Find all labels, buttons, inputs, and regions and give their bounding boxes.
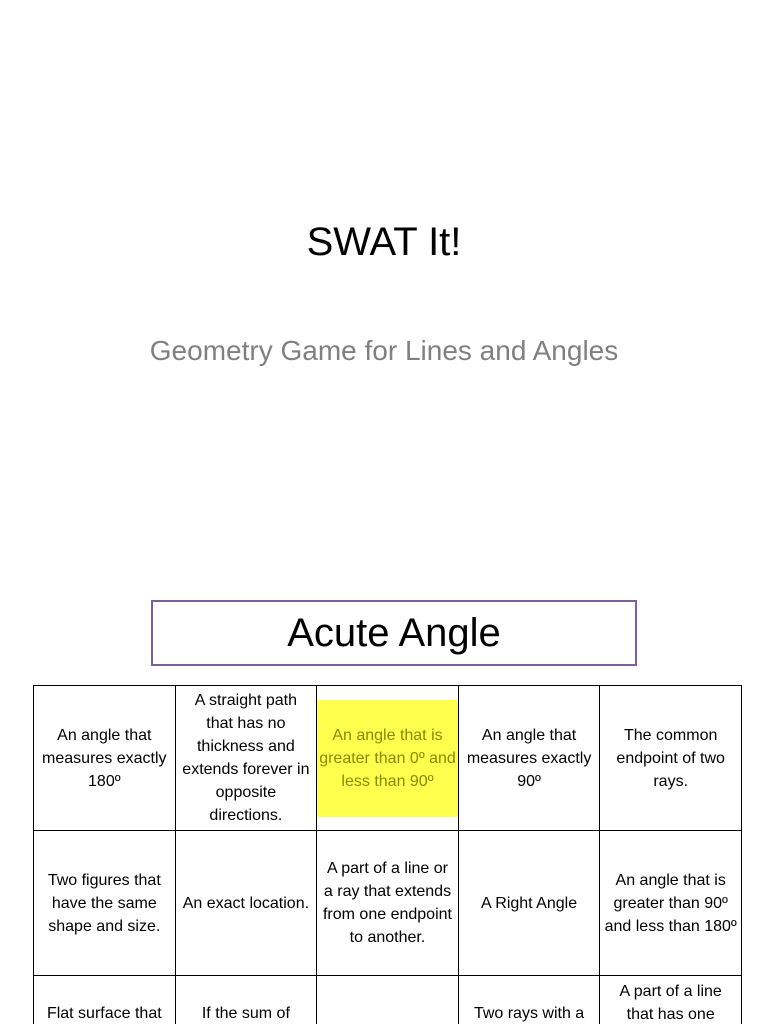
slide-title: SWAT It!: [306, 220, 462, 264]
board-cell-text: An angle that measures exactly 90º: [466, 726, 592, 790]
board-cell-text: If the sum of: [201, 1005, 290, 1022]
answer-card-label: Acute Angle: [287, 610, 501, 655]
board-cell-text: Two figures that have the same shape and size.: [47, 871, 161, 935]
board-cell[interactable]: [458, 976, 600, 1024]
board-cell-text: The common endpoint of two rays.: [616, 726, 725, 790]
board-cell-text: An angle that is greater than 90º and less than 180º: [604, 871, 737, 935]
board-cell-text: An angle that measures exactly 180º: [42, 726, 167, 790]
board-cell-text: A Right Angle: [481, 894, 578, 912]
board-cell[interactable]: [175, 831, 317, 976]
board-cell[interactable]: [600, 976, 742, 1024]
board-cell-text: A part of a line or a ray that extends from one endpoint to another.: [322, 860, 452, 946]
board-cell[interactable]: [600, 686, 742, 831]
board-row: [34, 686, 742, 831]
board-cell-text: An angle that is greater than 0º and less than 90º: [317, 700, 458, 817]
board-cell-highlighted[interactable]: [317, 686, 459, 831]
board-cell[interactable]: [458, 686, 600, 831]
board-cell[interactable]: [175, 976, 317, 1024]
board-row: [34, 976, 742, 1024]
board-cell[interactable]: [175, 686, 317, 831]
answer-card: [151, 600, 637, 666]
board-cell[interactable]: [34, 686, 176, 831]
board-cell[interactable]: [34, 831, 176, 976]
board-cell[interactable]: [317, 831, 459, 976]
board-cell[interactable]: [600, 831, 742, 976]
board-cell-text: A part of a line that has one: [619, 983, 722, 1023]
board-row: [34, 831, 742, 976]
slide-subtitle: Geometry Game for Lines and Angles: [149, 335, 619, 366]
board-cell-text: Flat surface that: [46, 1005, 162, 1022]
board-cell[interactable]: [317, 976, 459, 1024]
board-cell[interactable]: [34, 976, 176, 1024]
board-cell[interactable]: [458, 831, 600, 976]
board-cell-text: Two rays with a: [473, 1005, 585, 1022]
board-cell-text: An exact location.: [182, 894, 310, 912]
board-cell-text: A straight path that has no thickness and extends forever in opposite directions.: [182, 692, 310, 824]
swat-board: [33, 685, 742, 1024]
